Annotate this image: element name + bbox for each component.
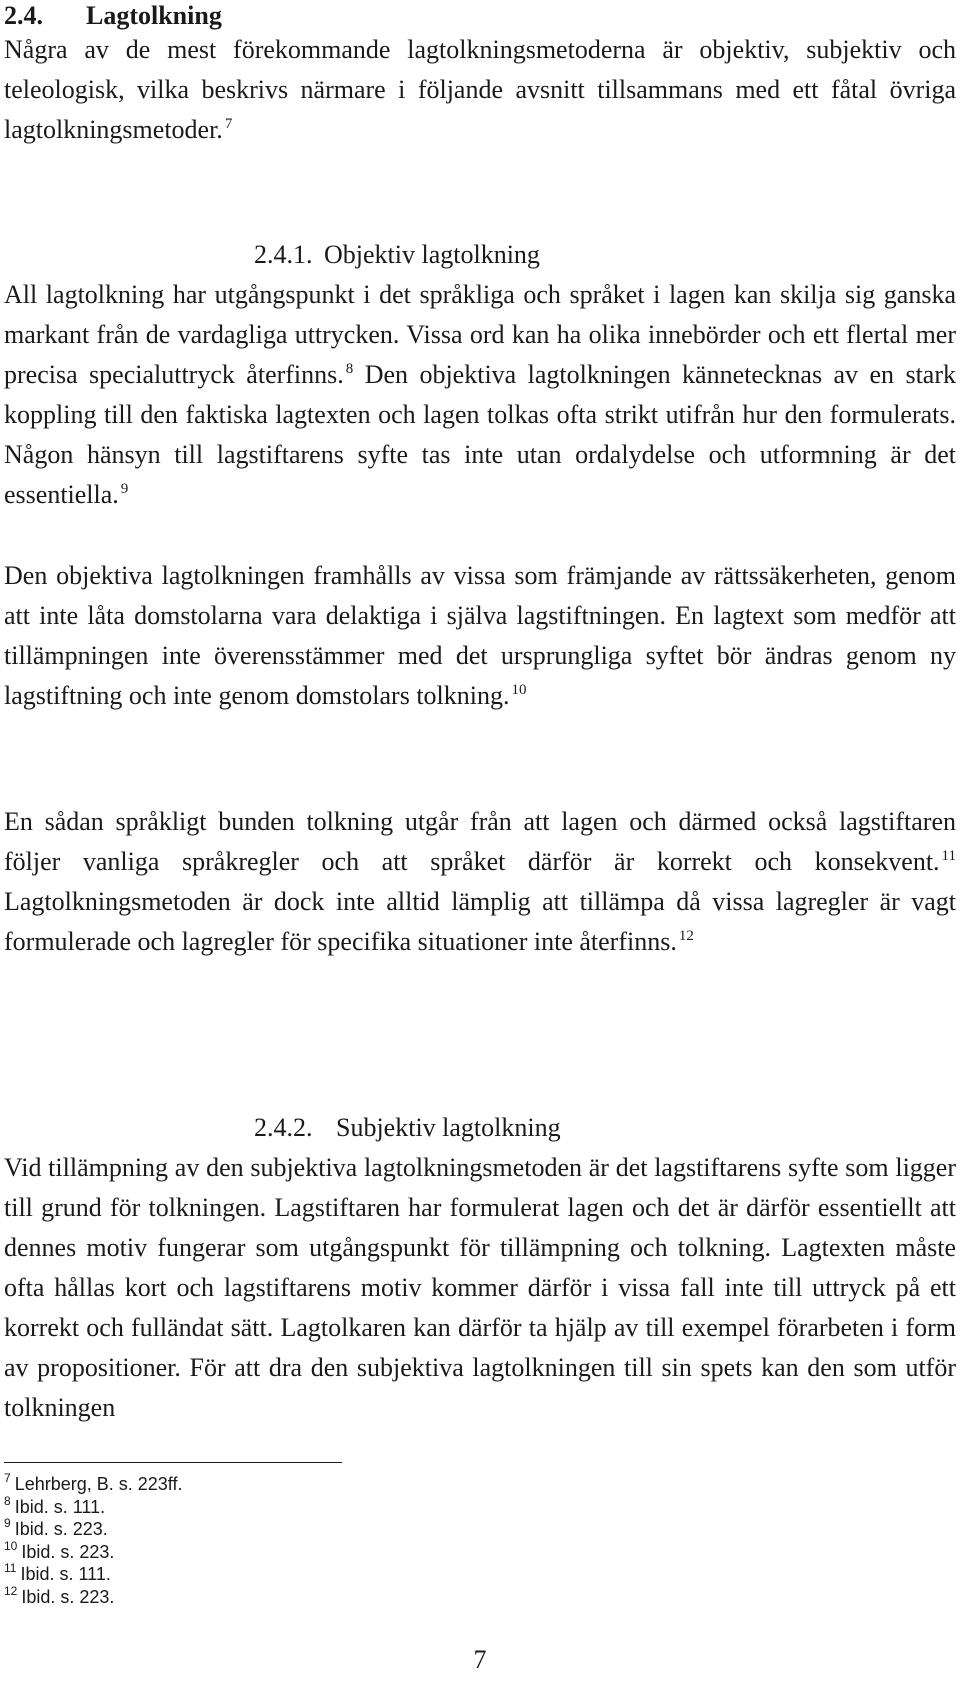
footnote-number: 11: [4, 1561, 17, 1575]
section-intro-paragraph: [4, 30, 956, 150]
footnote-number: 9: [4, 1516, 11, 1530]
subsection-title: Subjektiv lagtolkning: [336, 1113, 561, 1142]
section-title: Lagtolkning: [86, 1, 222, 30]
subjektiv-paragraph-1: [4, 1148, 956, 1428]
footnotes: [4, 1462, 404, 1608]
footnote-number: 8: [4, 1493, 11, 1508]
footnote-ref[interactable]: 9: [120, 481, 129, 497]
section-intro-text: Några av de mest förekommande lagtolkningsmetoderna är objektiv, subjektiv och teleologisk, vilka beskrivs närmare i följande avsnitt tillsammans med ett fåtal övriga lagtolkningsmetoder.: [4, 35, 956, 144]
objektiv-paragraph-3: [4, 802, 956, 962]
footnote-divider: [4, 1462, 342, 1463]
footnote-ref[interactable]: 11: [941, 848, 956, 864]
footnote-text: Ibid. s. 223.: [21, 1541, 115, 1562]
footnote-item: [4, 1563, 404, 1586]
footnote-text: Lehrberg, B. s. 223ff.: [14, 1474, 183, 1494]
objektiv-paragraph-2: [4, 556, 956, 716]
paragraph-text: Vid tillämpning av den subjektiva lagtolkningsmetoden är det lagstiftarens syfte som ligger till grund för tolkningen. Lagstiftaren har formulerat lagen och det är därför essentiellt att dennes motiv fungerar som utgångspunkt för tillämpning och tolkning. Lagtexten måste ofta hållas kort och lagstiftarens motiv kommer därför i vissa fall inte till uttryck på ett korrekt och fulländat sätt. Lagtolkaren kan därför ta hjälp av till exempel förarbeten i form av propositioner. För att dra den subjektiva lagtolkningen till sin spets kan den som utför tolkningen: [4, 1153, 956, 1422]
footnote-item: [4, 1493, 404, 1519]
section-number: 2.4.: [4, 1, 43, 30]
footnote-list: [4, 1473, 404, 1608]
subsection-number: 2.4.1.: [254, 240, 313, 269]
footnote-ref[interactable]: 12: [678, 928, 694, 944]
footnote-number: 10: [4, 1538, 18, 1553]
footnote-ref[interactable]: 8: [345, 361, 354, 377]
footnote-text: Ibid. s. 111.: [20, 1564, 111, 1584]
subsection-heading-subjektiv: [254, 1108, 561, 1148]
objektiv-paragraph-1: [4, 275, 956, 515]
subsection-number: 2.4.2.: [254, 1113, 313, 1142]
paragraph-text: Lagtolkningsmetoden är dock inte alltid lämplig att tillämpa då vissa lagregler är vagt formulerade och lagregler för specifika situationer inte återfinns.: [4, 887, 956, 956]
paragraph-text: All lagtolkning har utgångspunkt i det språkliga och språket i lagen kan skilja sig ganska markant från de vardagliga uttrycken. Vissa ord kan ha olika innebörder och ett flertal mer precisa specialuttryck återfinns.: [4, 280, 956, 389]
footnote-item: [4, 1538, 404, 1564]
subsection-title: Objektiv lagtolkning: [324, 240, 540, 269]
subsection-heading-objektiv: [254, 235, 540, 275]
footnote-item: [4, 1473, 404, 1496]
paragraph-text: Den objektiva lagtolkningen kännetecknas av en stark koppling till den faktiska lagtexten och lagen tolkas ofta strikt utifrån hur den formulerats. Någon hänsyn till lagstiftarens syfte tas inte utan ordalydelse och utformning är det essentiella.: [4, 360, 956, 509]
footnote-ref[interactable]: 10: [511, 682, 527, 698]
footnote-item: [4, 1518, 404, 1541]
footnote-ref[interactable]: 7: [224, 116, 233, 132]
footnote-item: [4, 1583, 404, 1609]
footnote-text: Ibid. s. 223.: [21, 1586, 115, 1607]
page-number: 7: [473, 1645, 487, 1674]
footnote-text: Ibid. s. 111.: [14, 1496, 106, 1517]
footnote-number: 12: [4, 1583, 18, 1598]
paragraph-text: Den objektiva lagtolkningen framhålls av vissa som främjande av rättssäkerheten, genom att inte låta domstolarna vara delaktiga i själva lagstiftningen. En lagtext som medför att tillämpningen inte överensstämmer med det ursprungliga syftet bör ändras genom ny lagstiftning och inte genom domstolars tolkning.: [4, 561, 956, 710]
footnote-text: Ibid. s. 223.: [14, 1519, 108, 1539]
paragraph-text: En sådan språkligt bunden tolkning utgår från att lagen och därmed också lagstiftaren följer vanliga språkregler och att språket därför är korrekt och konsekvent.: [4, 807, 956, 876]
footnote-number: 7: [4, 1471, 11, 1485]
